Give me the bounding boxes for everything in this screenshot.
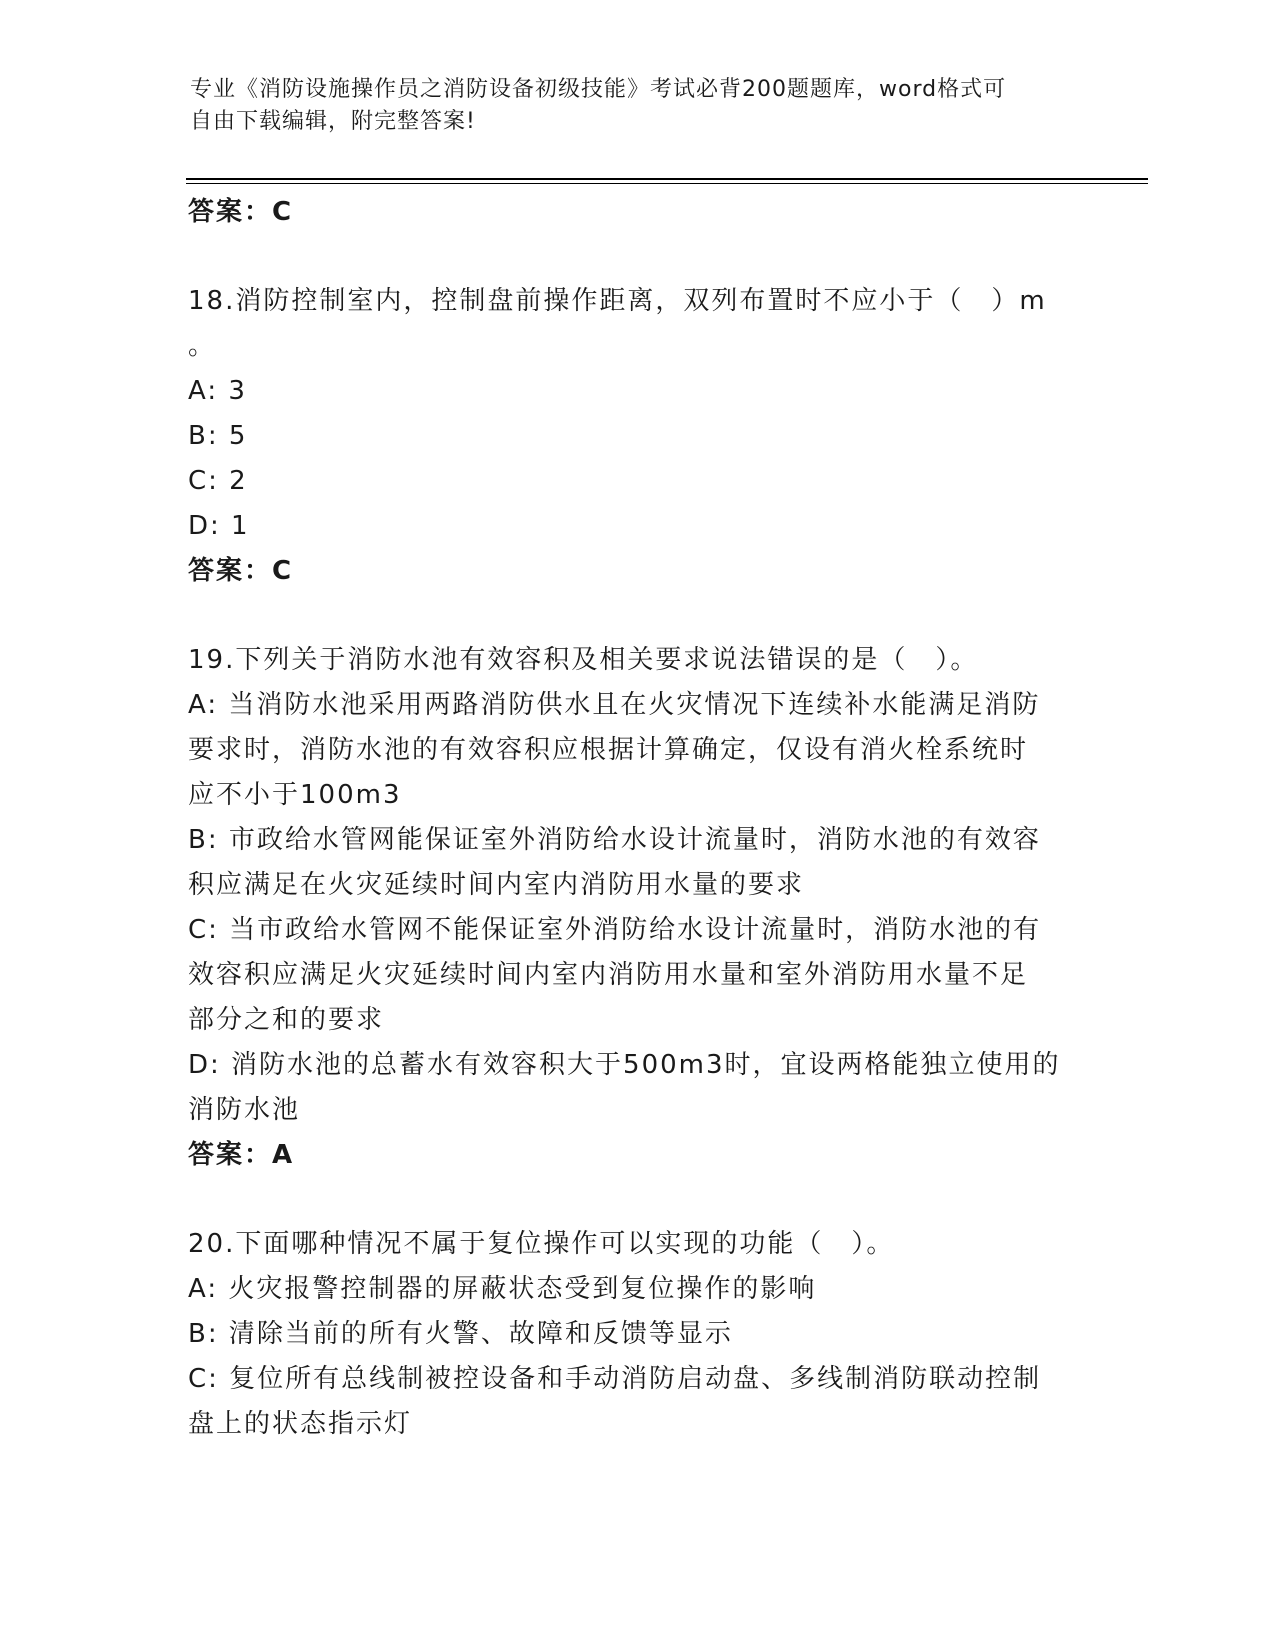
page-header [190, 74, 1070, 138]
question-content [188, 190, 1088, 1447]
header-rule-thick [186, 178, 1148, 180]
question-20-option-c-cont: 盘上的状态指示灯 [188, 1409, 413, 1439]
spacer [188, 234, 1088, 279]
question-18-option-b: B: 5 [188, 421, 248, 451]
spacer [188, 1177, 1088, 1222]
question-20-option-b: B: 清除当前的所有火警、故障和反馈等显示 [188, 1319, 733, 1349]
question-19-option-a-cont: 应不小于100m3 [188, 780, 402, 810]
question-19-option-b-cont: 积应满足在火灾延续时间内室内消防用水量的要求 [188, 870, 805, 900]
question-18-option-d: D: 1 [188, 511, 250, 541]
header-line-1: 专业《消防设施操作员之消防设备初级技能》考试必背200题题库，word格式可 [190, 77, 1007, 102]
question-19-option-a-cont: 要求时，消防水池的有效容积应根据计算确定，仅设有消火栓系统时 [188, 735, 1029, 765]
question-18-option-c: C: 2 [188, 466, 248, 496]
question-20 [188, 1222, 1088, 1447]
question-20-stem: 20.下面哪种情况不属于复位操作可以实现的功能（ ）。 [188, 1229, 895, 1259]
question-18-stem-cont: 。 [188, 331, 217, 361]
spacer [188, 593, 1088, 638]
question-19-option-d: D: 消防水池的总蓄水有效容积大于500m3时，宜设两格能独立使用的 [188, 1050, 1061, 1080]
question-19-option-c-cont: 部分之和的要求 [188, 1005, 385, 1035]
answer-prev: 答案：C [188, 197, 294, 227]
question-19-option-d-cont: 消防水池 [188, 1095, 301, 1125]
question-20-option-a: A: 火灾报警控制器的屏蔽状态受到复位操作的影响 [188, 1274, 817, 1304]
question-18-option-a: A: 3 [188, 376, 247, 406]
question-19-option-b: B: 市政给水管网能保证室外消防给水设计流量时，消防水池的有效容 [188, 825, 1041, 855]
header-line-2: 自由下载编辑，附完整答案! [190, 109, 476, 134]
question-19-option-c-cont: 效容积应满足火灾延续时间内室内消防用水量和室外消防用水量不足 [188, 960, 1029, 990]
question-20-option-c: C: 复位所有总线制被控设备和手动消防启动盘、多线制消防联动控制 [188, 1364, 1042, 1394]
question-19-stem: 19.下列关于消防水池有效容积及相关要求说法错误的是（ ）。 [188, 645, 979, 675]
question-18-stem: 18.消防控制室内，控制盘前操作距离，双列布置时不应小于（ ）m [188, 286, 1047, 316]
question-19-option-a: A: 当消防水池采用两路消防供水且在火灾情况下连续补水能满足消防 [188, 690, 1041, 720]
question-18-answer: 答案：C [188, 556, 294, 586]
question-19-answer: 答案：A [188, 1140, 295, 1170]
question-18 [188, 279, 1088, 593]
header-rule-thin [186, 183, 1148, 184]
question-19-option-c: C: 当市政给水管网不能保证室外消防给水设计流量时，消防水池的有 [188, 915, 1042, 945]
question-19 [188, 638, 1088, 1177]
